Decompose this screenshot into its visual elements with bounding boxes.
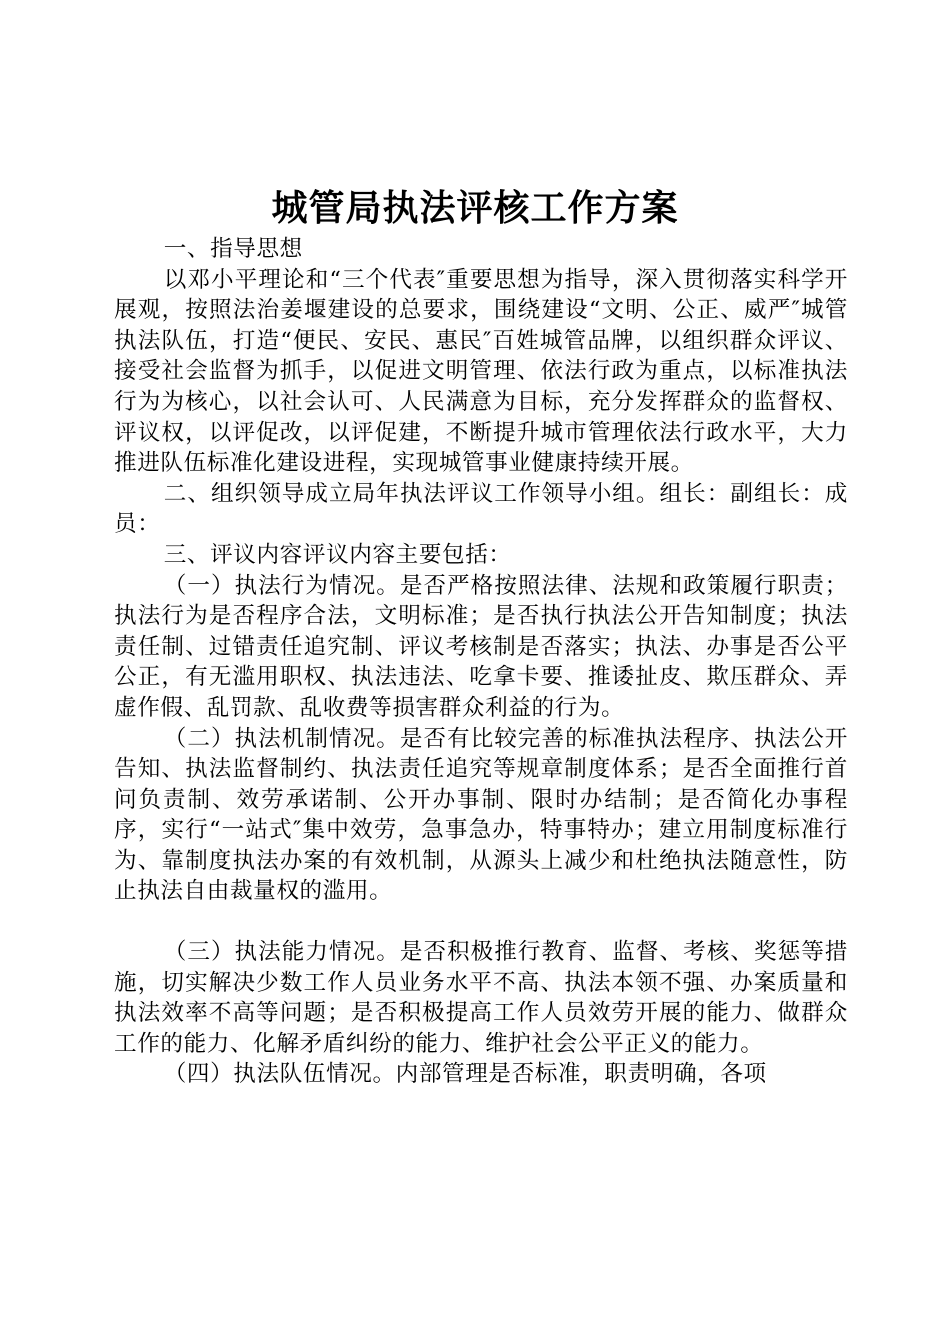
paragraph-enforcement-capability: （三）执法能力情况。是否积极推行教育、监督、考核、奖惩等措施，切实解决少数工作人员业务水平不高、执法本领不强、办案质量和执法效率不高等问题；是否积极提高工作人员效劳开展的能力、做群众工作的能力、化解矛盾纠纷的能力、维护社会公平正义的能力。	[114, 939, 848, 1057]
section-heading-content: 三、评议内容评议内容主要包括：	[163, 541, 512, 568]
paragraph-enforcement-mechanism: （二）执法机制情况。是否有比较完善的标准执法程序、执法公开告知、执法监督制约、执法责任追究等规章制度体系；是否全面推行首问负责制、效劳承诺制、公开办事制、限时办结制；是否简化办事程序，实行“一站式″集中效劳，急事急办，特事特办；建立用制度标准行为、靠制度执法办案的有效机制，从源头上减少和杜绝执法随意性，防止执法自由裁量权的滥用。	[114, 725, 848, 905]
paragraph-enforcement-behavior: （一）执法行为情况。是否严格按照法律、法规和政策履行职责；执法行为是否程序合法，文明标准；是否执行执法公开告知制度；执法责任制、过错责任追究制、评议考核制是否落实；执法、办事是否公平公正，有无滥用职权、执法违法、吃拿卡要、推诿扯皮、欺压群众、弄虚作假、乱罚款、乱收费等损害群众利益的行为。	[114, 572, 848, 721]
paragraph-enforcement-team: （四）执法队伍情况。内部管理是否标准，职责明确，各项	[163, 1061, 767, 1088]
document-body	[114, 234, 848, 1090]
document-title: 城管局执法评核工作方案	[271, 188, 679, 229]
section-heading-guiding-thought: 一、指导思想	[163, 236, 303, 262]
paragraph-guiding-thought: 以邓小平理论和“三个代表″重要思想为指导，深入贯彻落实科学开展观，按照法治姜堰建设的总要求，围绕建设“文明、公正、威严″城管执法队伍，打造“便民、安民、惠民″百姓城管品牌，以组织群众评议、接受社会监督为抓手，以促进文明管理、依法行政为重点，以标准执法行为为核心，以社会认可、人民满意为目标，充分发挥群众的监督权、评议权，以评促改，以评促建，不断提升城市管理依法行政水平，大力推进队伍标准化建设进程，实现城管事业健康持续开展。	[114, 266, 848, 477]
section-heading-organization: 二、组织领导成立局年执法评议工作领导小组。组长：副组长：成员：	[114, 480, 848, 538]
